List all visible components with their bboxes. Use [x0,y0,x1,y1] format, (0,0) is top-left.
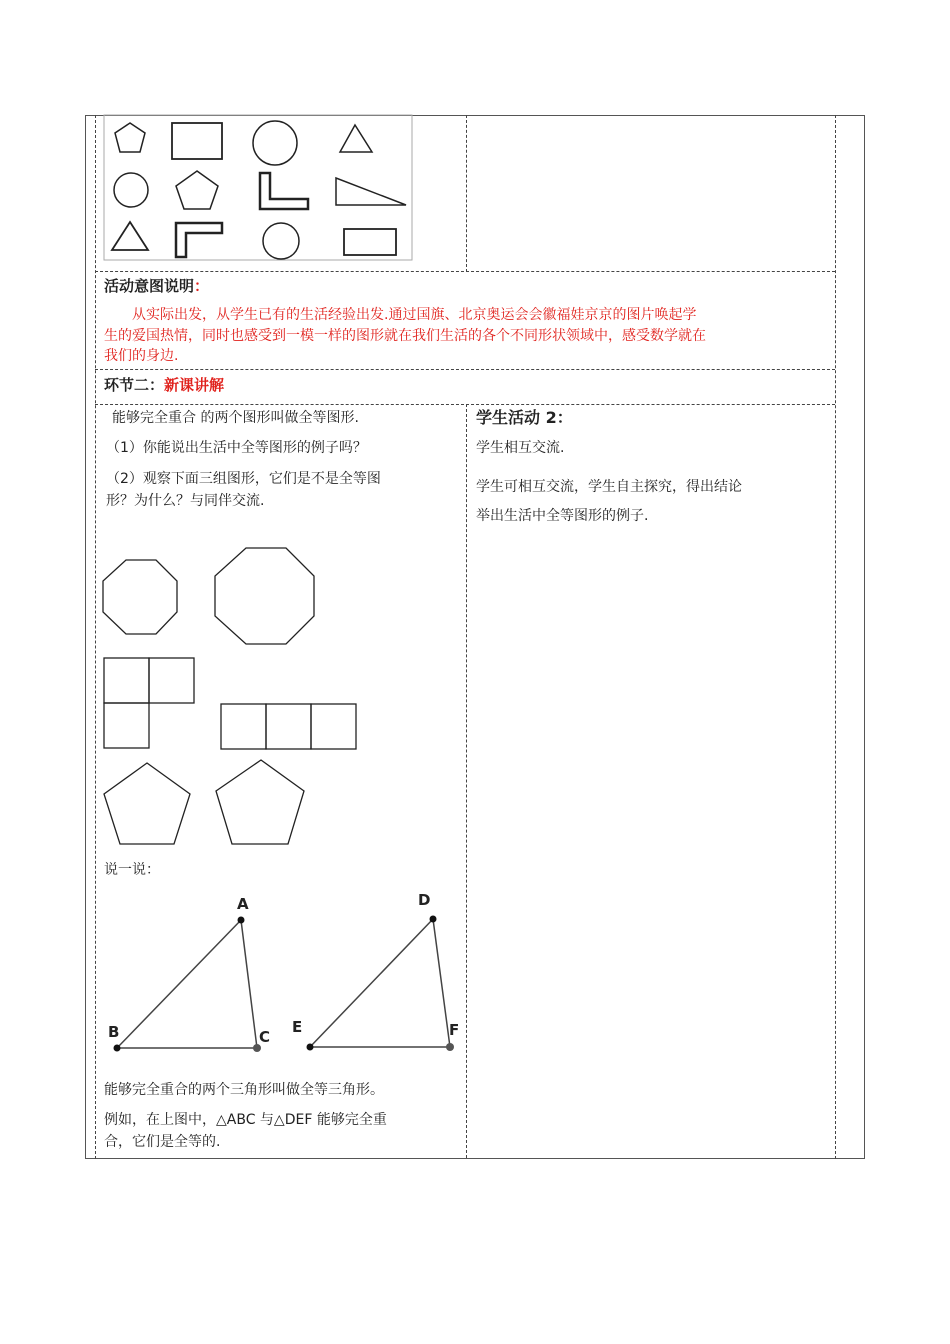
rectangle [172,123,222,159]
row-divider-2 [95,369,835,370]
shapes-figure [100,115,420,265]
section2-heading [104,375,224,395]
square-row-cell-2 [266,704,311,749]
pentagon-left [104,763,190,844]
intent-colon: ： [194,277,210,295]
triangle-def [310,919,450,1047]
congruent-definition: 能够完全重合 的两个图形叫做全等图形. [112,410,359,426]
pentagon-right [216,760,304,844]
label-e: E [292,1018,303,1036]
row-divider-3 [95,404,835,405]
rectangle-wide [344,229,396,255]
intent-title: 活动意图说明 [104,277,195,295]
example-line-1: 例如，在上图中，△ABC 与△DEF 能够完全重 [104,1112,387,1128]
label-a: A [237,895,249,913]
table-outer-right-border [864,115,865,1159]
label-c: C [259,1028,271,1046]
intent-body-line-1: 从实际出发，从学生已有的生活经验出发.通过国旗、北京奥运会会徽福娃京京的图片唤起学 [132,307,697,323]
question-2-line-1: （2）观察下面三组图形，它们是不是全等图 [106,471,381,487]
triangle-definition: 能够完全重合的两个三角形叫做全等三角形。 [104,1082,384,1098]
table-outer-left-border [85,115,86,1159]
question-1: （1）你能说出生活中全等图形的例子吗？ [106,440,367,456]
vertex-f [446,1043,454,1051]
question-2-line-2: 形？为什么？与同伴交流. [106,493,265,509]
pentagon-small [115,123,145,152]
section2-title: 新课讲解 [164,376,225,394]
student-activity-line-3: 举出生活中全等图形的例子. [476,508,649,524]
column-divider-bottom [466,404,467,1158]
circle-medium [114,173,148,207]
label-b: B [108,1023,120,1041]
student-activity-line-1: 学生相互交流. [476,440,565,456]
student-activity-line-2: 学生可相互交流，学生自主探究，得出结论 [476,479,742,495]
intent-body-line-3: 我们的身边. [104,348,179,364]
octagon-large [215,548,314,644]
intent-body-line-2: 生的爱国热情，同时也感受到一模一样的图形就在我们生活的各个不同形状领域中，感受数学就在 [104,328,706,344]
label-d: D [418,891,431,909]
vertex-a [238,917,245,924]
table-bottom-border [85,1158,865,1159]
pentagon-medium [176,171,218,209]
shapes-figure-frame [104,115,412,260]
vertex-e [307,1044,314,1051]
circle-large [253,121,297,165]
triangle-medium [112,222,148,250]
triangle-small [340,125,372,152]
octagon-small [103,560,177,634]
square-grid-cell-2 [149,658,194,703]
right-triangle [336,178,406,205]
square-row-cell-1 [221,704,266,749]
row-divider-1 [95,271,835,272]
table-inner-right-border [835,115,836,1159]
column-divider-top [466,115,467,272]
example-line-2: 合，它们是全等的. [104,1134,221,1150]
square-row-cell-3 [311,704,356,749]
vertex-d [430,916,437,923]
say-label: 说一说： [104,862,160,878]
circle-small [263,223,299,259]
l-shape [260,173,308,209]
square-grid-cell-1 [104,658,149,703]
triangles-figure [100,890,460,1060]
intent-heading [104,276,209,296]
section2-label: 环节二： [104,376,165,394]
vertex-b [114,1045,121,1052]
triangle-abc [117,920,257,1048]
three-groups-figure [100,540,460,840]
student-activity-title: 学生活动 2： [476,408,573,427]
l-shape-rotated [176,223,222,257]
square-grid-cell-3 [104,703,149,748]
label-f: F [449,1021,460,1039]
